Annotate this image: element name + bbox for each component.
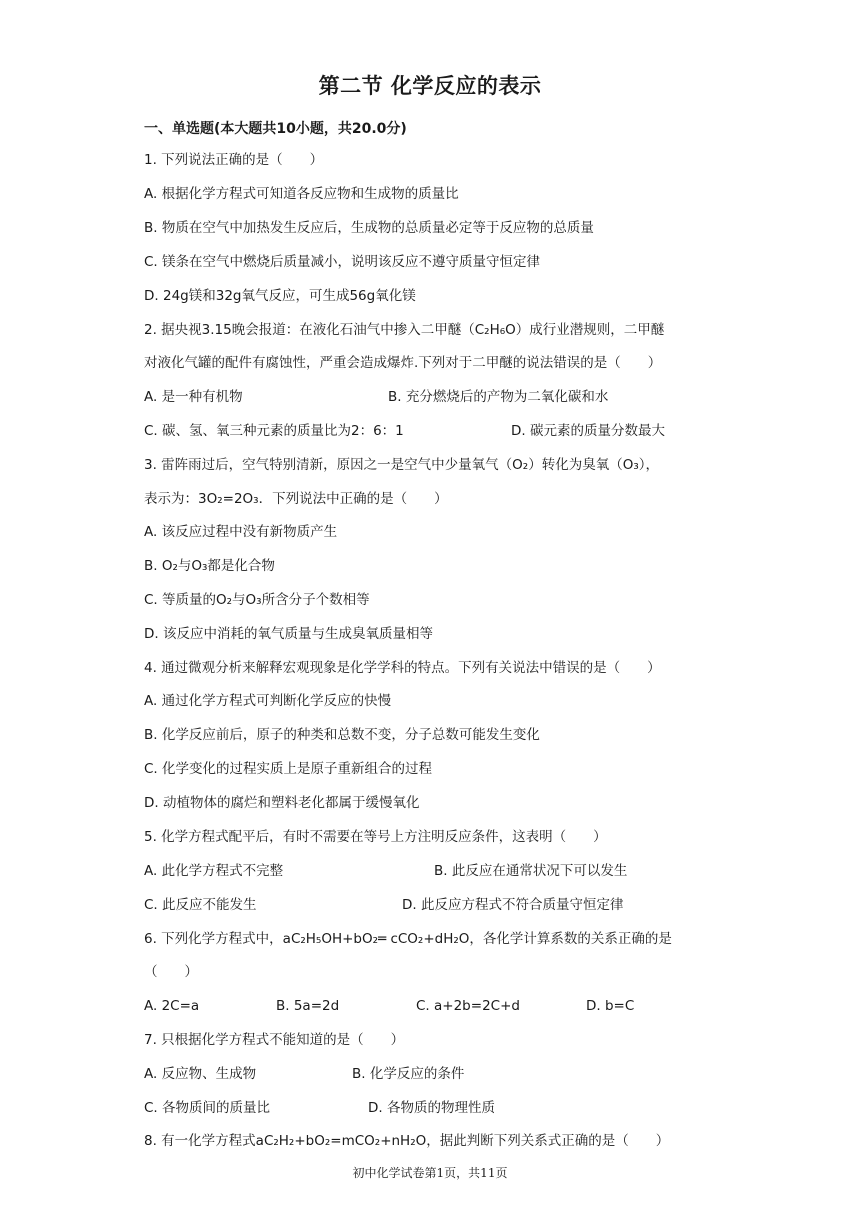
page-title: 第二节 化学反应的表示 bbox=[318, 74, 542, 98]
question-5-option-d: D. 此反应方程式不符合质量守恒定律 bbox=[402, 897, 624, 913]
question-5-option-b: B. 此反应在通常状况下可以发生 bbox=[434, 863, 628, 879]
question-2-option-d: D. 碳元素的质量分数最大 bbox=[511, 423, 665, 439]
question-2-option-b: B. 充分燃烧后的产物为二氧化碳和水 bbox=[388, 389, 609, 405]
question-4-option-c: C. 化学变化的过程实质上是原子重新组合的过程 bbox=[144, 761, 433, 777]
question-7-stem: 7. 只根据化学方程式不能知道的是（ ） bbox=[144, 1032, 405, 1048]
question-4-stem: 4. 通过微观分析来解释宏观现象是化学学科的特点。下列有关说法中错误的是（ ） bbox=[144, 660, 661, 676]
question-3-stem-line-2: 表示为：3O₂=2O₃．下列说法中正确的是（ ） bbox=[144, 491, 448, 507]
question-7-option-d: D. 各物质的物理性质 bbox=[368, 1100, 495, 1116]
question-4-option-d: D. 动植物体的腐烂和塑料老化都属于缓慢氧化 bbox=[144, 795, 420, 811]
page-footer: 初中化学试卷第1页，共11页 bbox=[352, 1166, 508, 1180]
question-4-option-b: B. 化学反应前后，原子的种类和总数不变，分子总数可能发生变化 bbox=[144, 727, 540, 743]
question-6-stem-line-2: （ ） bbox=[144, 964, 198, 980]
question-6-option-a: A. 2C=a bbox=[144, 998, 200, 1014]
question-6-option-b: B. 5a=2d bbox=[276, 998, 340, 1014]
question-6-option-c: C. a+2b=2C+d bbox=[416, 998, 520, 1014]
question-2-stem-line-1: 2. 据央视3.15晚会报道：在液化石油气中掺入二甲醚（C₂H₆O）成行业潜规则，二甲醚 bbox=[144, 322, 665, 338]
question-2-option-a: A. 是一种有机物 bbox=[144, 389, 243, 405]
question-1-option-b: B. 物质在空气中加热发生反应后，生成物的总质量必定等于反应物的总质量 bbox=[144, 220, 594, 236]
question-3-option-b: B. O₂与O₃都是化合物 bbox=[144, 558, 275, 574]
question-3-option-a: A. 该反应过程中没有新物质产生 bbox=[144, 524, 338, 540]
question-1-option-d: D. 24g镁和32g氧气反应，可生成56g氧化镁 bbox=[144, 288, 416, 304]
question-1-option-c: C. 镁条在空气中燃烧后质量减小，说明该反应不遵守质量守恒定律 bbox=[144, 254, 541, 270]
question-1-stem: 1. 下列说法正确的是（ ） bbox=[144, 152, 324, 168]
section-heading: 一、单选题(本大题共10小题，共20.0分) bbox=[144, 121, 407, 137]
question-5-stem: 5. 化学方程式配平后，有时不需要在等号上方注明反应条件，这表明（ ） bbox=[144, 829, 607, 845]
question-5-option-a: A. 此化学方程式不完整 bbox=[144, 863, 284, 879]
question-3-option-d: D. 该反应中消耗的氧气质量与生成臭氧质量相等 bbox=[144, 626, 433, 642]
question-5-option-c: C. 此反应不能发生 bbox=[144, 897, 257, 913]
question-7-option-b: B. 化学反应的条件 bbox=[352, 1066, 465, 1082]
question-1-option-a: A. 根据化学方程式可知道各反应物和生成物的质量比 bbox=[144, 186, 459, 202]
question-3-option-c: C. 等质量的O₂与O₃所含分子个数相等 bbox=[144, 592, 370, 608]
question-6-stem-line-1: 6. 下列化学方程式中，aC₂H₅OH+bO₂═ cCO₂+dH₂O，各化学计算系数的关系正确的是 bbox=[144, 931, 672, 947]
question-6-option-d: D. b=C bbox=[586, 998, 635, 1014]
question-7-option-c: C. 各物质间的质量比 bbox=[144, 1100, 271, 1116]
question-4-option-a: A. 通过化学方程式可判断化学反应的快慢 bbox=[144, 693, 392, 709]
question-2-option-c: C. 碳、氢、氧三种元素的质量比为2：6：1 bbox=[144, 423, 404, 439]
question-7-option-a: A. 反应物、生成物 bbox=[144, 1066, 257, 1082]
question-2-stem-line-2: 对液化气罐的配件有腐蚀性，严重会造成爆炸.下列对于二甲醚的说法错误的是（ ） bbox=[144, 355, 662, 371]
question-8-stem: 8. 有一化学方程式aC₂H₂+bO₂=mCO₂+nH₂O，据此判断下列关系式正确的是（ ） bbox=[144, 1133, 670, 1149]
question-3-stem-line-1: 3. 雷阵雨过后，空气特别清新，原因之一是空气中少量氧气（O₂）转化为臭氧（O₃）， bbox=[144, 457, 659, 473]
